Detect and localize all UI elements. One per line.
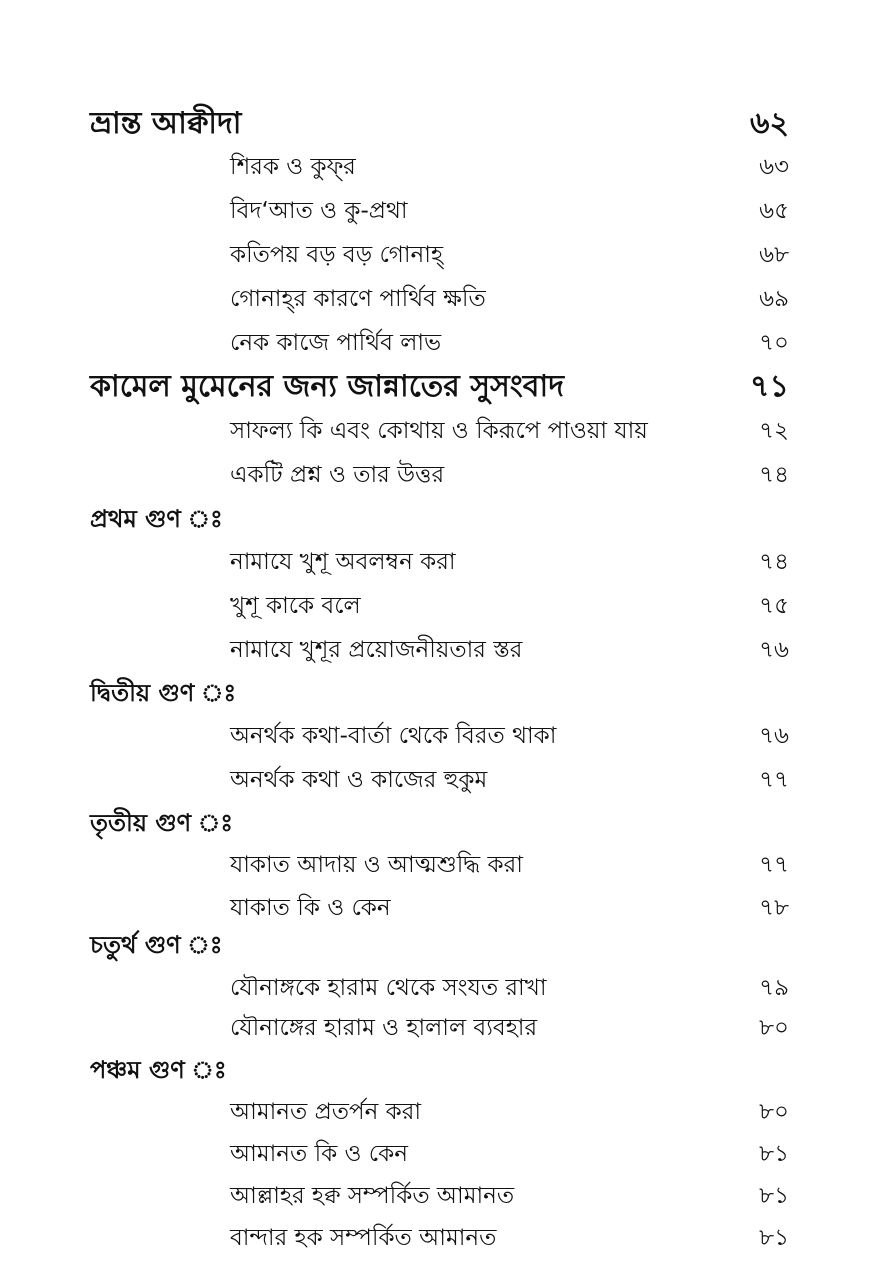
- toc-entry-title: বিদ‘আত ও কু-প্রথা: [230, 198, 408, 224]
- toc-entry-title: আল্লাহর হক্ব সম্পর্কিত আমানত: [230, 1183, 515, 1209]
- toc-entry-title: আমানত প্রতর্পন করা: [230, 1099, 422, 1125]
- toc-row: [0, 191, 869, 231]
- toc-row: [0, 542, 869, 582]
- toc-row: [0, 888, 869, 928]
- toc-section-heading: দ্বিতীয় গুণ ঃ: [90, 679, 237, 707]
- page-number: ৭৪: [759, 462, 789, 488]
- toc-heading: ভ্রান্ত আক্বীদা: [90, 106, 242, 141]
- toc-section-row: [0, 803, 869, 843]
- toc-section-row: [0, 925, 869, 965]
- toc-row: [0, 968, 869, 1008]
- toc-entry-title: শিরক ও কুফ্‌র: [230, 154, 356, 180]
- toc-entry-title: আমানত কি ও কেন: [230, 1141, 408, 1167]
- page-number: ৭১: [750, 369, 789, 404]
- toc-heading: কামেল মুমেনের জন্য জান্নাতের সুসংবাদ: [90, 369, 564, 404]
- toc-row: [0, 845, 869, 885]
- toc-entry-title: যৌনাঙ্গের হারাম ও হালাল ব্যবহার: [230, 1015, 538, 1041]
- toc-section-heading: প্রথম গুণ ঃ: [90, 505, 223, 533]
- toc-entry-title: অনর্থক কথা ও কাজের হুকুম: [230, 767, 488, 793]
- toc-row: [0, 760, 869, 800]
- toc-row: [0, 716, 869, 756]
- toc-entry-title: একটি প্রশ্ন ও তার উত্তর: [230, 462, 445, 488]
- toc-section-row: [0, 499, 869, 539]
- page-number: ৬৫: [759, 198, 789, 224]
- toc-row: [0, 1134, 869, 1174]
- page-number: ৭৬: [759, 723, 789, 749]
- toc-row: [0, 279, 869, 319]
- toc-row: [0, 1092, 869, 1132]
- toc-row: [0, 1008, 869, 1048]
- toc-row: [0, 147, 869, 187]
- toc-row: [0, 1218, 869, 1258]
- page-number: ৭৬: [759, 637, 789, 663]
- toc-row: [0, 455, 869, 495]
- toc-entry-title: অনর্থক কথা-বার্তা থেকে বিরত থাকা: [230, 723, 557, 749]
- page-number: ৮১: [759, 1225, 789, 1251]
- toc-heading-row: [0, 104, 869, 144]
- toc-section-row: [0, 673, 869, 713]
- toc-section-heading: পঞ্চম গুণ ঃ: [90, 1056, 227, 1084]
- toc-section-heading: চতুর্থ গুণ ঃ: [90, 931, 223, 959]
- toc-row: [0, 323, 869, 363]
- toc-entry-title: বান্দার হক সম্পর্কিত আমানত: [230, 1225, 497, 1251]
- toc-entry-title: গোনাহ্‌র কারণে পার্থিব ক্ষতি: [230, 286, 486, 312]
- toc-row: [0, 235, 869, 275]
- page-number: ৭৯: [759, 975, 789, 1001]
- toc-entry-title: সাফল্য কি এবং কোথায় ও কিরূপে পাওয়া যায়: [230, 418, 648, 444]
- toc-entry-title: যৌনাঙ্গকে হারাম থেকে সংযত রাখা: [230, 975, 547, 1001]
- toc-entry-title: কতিপয় বড় বড় গোনাহ্‌: [230, 242, 444, 268]
- page-number: ৭৮: [759, 895, 789, 921]
- page-number: ৭৪: [759, 549, 789, 575]
- page-number: ৬২: [749, 106, 789, 141]
- toc-row: [0, 586, 869, 626]
- page-number: ৭০: [759, 330, 789, 356]
- page-number: ৬৩: [759, 154, 789, 180]
- toc-entry-title: যাকাত আদায় ও আত্মশুদ্ধি করা: [230, 852, 523, 878]
- toc-section-row: [0, 1050, 869, 1090]
- toc-entry-title: নামাযে খুশূর প্রয়োজনীয়তার স্তর: [230, 637, 523, 663]
- toc-row: [0, 411, 869, 451]
- page-number: ৭৭: [759, 852, 789, 878]
- page-number: ৮১: [759, 1183, 789, 1209]
- page-number: ৭৫: [759, 593, 789, 619]
- toc-row: [0, 630, 869, 670]
- toc-entry-title: নেক কাজে পার্থিব লাভ: [230, 330, 442, 356]
- page-number: ৭৭: [759, 767, 789, 793]
- page-number: ৮১: [759, 1141, 789, 1167]
- page-number: ৭২: [759, 418, 789, 444]
- toc-heading-row: [0, 367, 869, 407]
- toc-entry-title: নামাযে খুশূ অবলম্বন করা: [230, 549, 456, 575]
- toc-row: [0, 1176, 869, 1216]
- toc-entry-title: খুশূ কাকে বলে: [230, 593, 361, 619]
- page-number: ৮০: [759, 1099, 789, 1125]
- page-number: ৬৮: [759, 242, 789, 268]
- page-number: ৬৯: [759, 286, 789, 312]
- toc-section-heading: তৃতীয় গুণ ঃ: [90, 809, 234, 837]
- page-number: ৮০: [759, 1015, 789, 1041]
- toc-entry-title: যাকাত কি ও কেন: [230, 895, 391, 921]
